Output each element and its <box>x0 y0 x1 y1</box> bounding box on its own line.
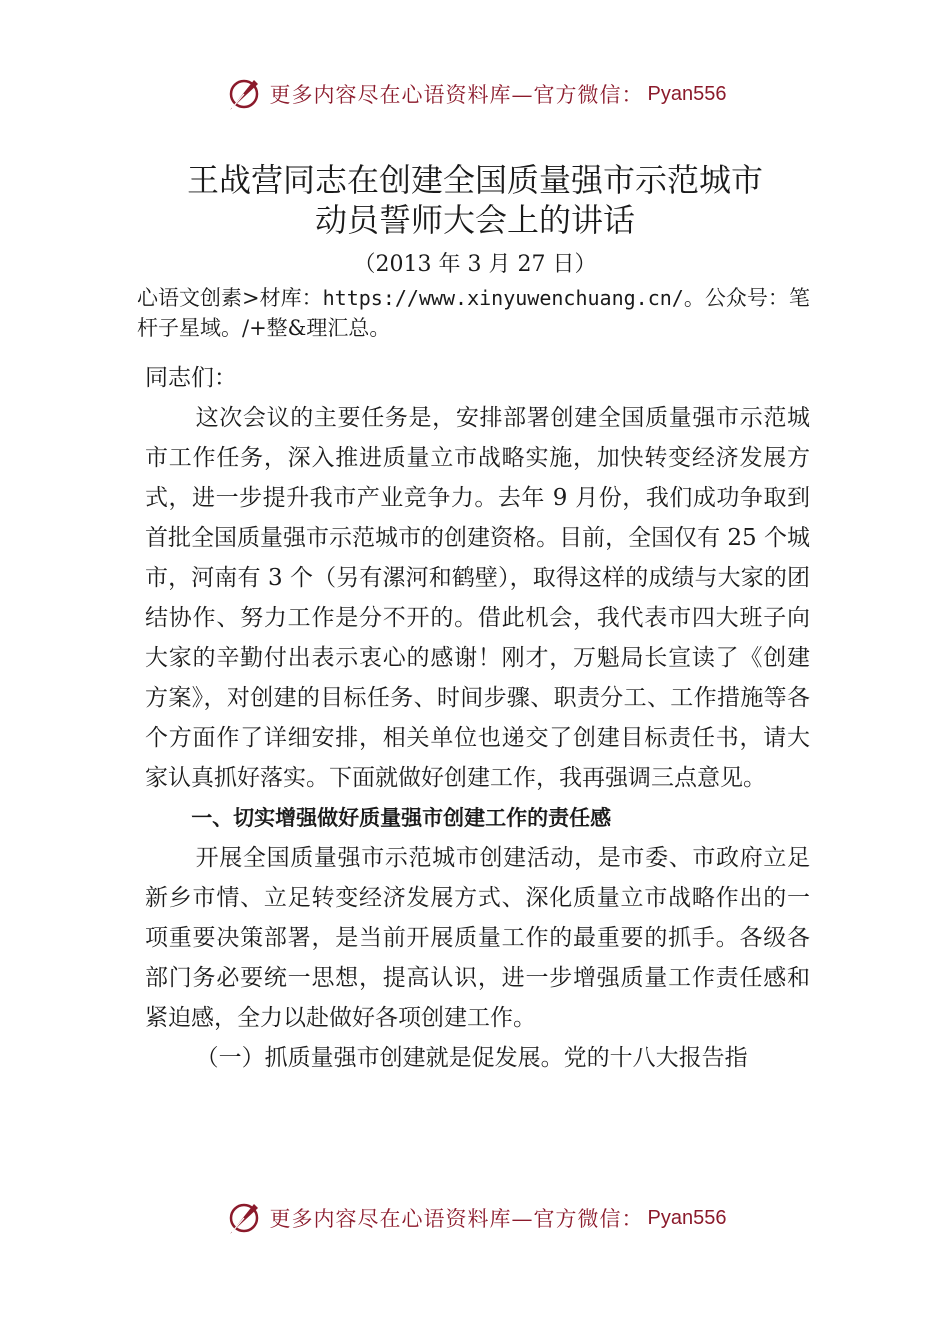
source-url: https://www.xinyuwenchuang.cn/ <box>322 286 684 310</box>
source-prefix: 心语文创素>材库： <box>137 286 323 310</box>
quill-logo-icon <box>224 1198 264 1238</box>
source-note <box>137 283 827 343</box>
paragraph-3: （一）抓质量强市创建就是促发展。党的十八大报告指 <box>195 1045 748 1071</box>
speech-date: （2013 年 3 月 27 日） <box>353 252 597 277</box>
quill-logo-icon <box>224 74 264 114</box>
header-banner <box>0 72 950 116</box>
greeting: 同志们： <box>145 365 237 391</box>
banner-wechat-id: Pyan556 <box>647 1206 727 1229</box>
source-suffix: 。公众号：笔杆子星域。/+整&理汇总。 <box>137 286 810 340</box>
document-title-line-1: 王战营同志在创建全国质量强市示范城市 <box>186 161 763 199</box>
banner-wechat-id: Pyan556 <box>647 82 727 105</box>
banner-text: 更多内容尽在心语资料库—官方微信： <box>269 83 644 107</box>
document-title-line-2: 动员誓师大会上的讲话 <box>314 201 635 239</box>
paragraph-1: 这次会议的主要任务是，安排部署创建全国质量强市示范城市工作任务，深入推进质量立市战略实施，加快转变经济发展方式，进一步提升我市产业竞争力。去年 9 月份，我们成功争取到首批全国质量强市示范城市的创建资格。目前，全国仅有 25 个城市，河南有 3 个（另有漯河和鹤壁），取得这样的成绩与大家的团结协作、努力工作是分不开的。借此机会，我代表市四大班子向大家的辛勤付出表示衷心的感谢！刚才，万魁局长宣读了《创建方案》，对创建的目标任务、时间步骤、职责分工、工作措施等各个方面作了详细安排，相关单位也递交了创建目标责任书，请大家认真抓好落实。下面就做好创建工作，我再强调三点意见。 <box>145 405 810 791</box>
speech-body <box>145 358 810 1078</box>
footer-banner <box>0 1196 950 1240</box>
banner-text: 更多内容尽在心语资料库—官方微信： <box>269 1207 644 1231</box>
paragraph-2: 开展全国质量强市示范城市创建活动，是市委、市政府立足新乡市情、立足转变经济发展方式、深化质量立市战略作出的一项重要决策部署，是当前开展质量工作的最重要的抓手。各级各部门务必要统一思想，提高认识，进一步增强质量工作责任感和紧迫感，全力以赴做好各项创建工作。 <box>145 845 810 1031</box>
section-heading-1: 一、切实增强做好质量强市创建工作的责任感 <box>191 806 612 830</box>
